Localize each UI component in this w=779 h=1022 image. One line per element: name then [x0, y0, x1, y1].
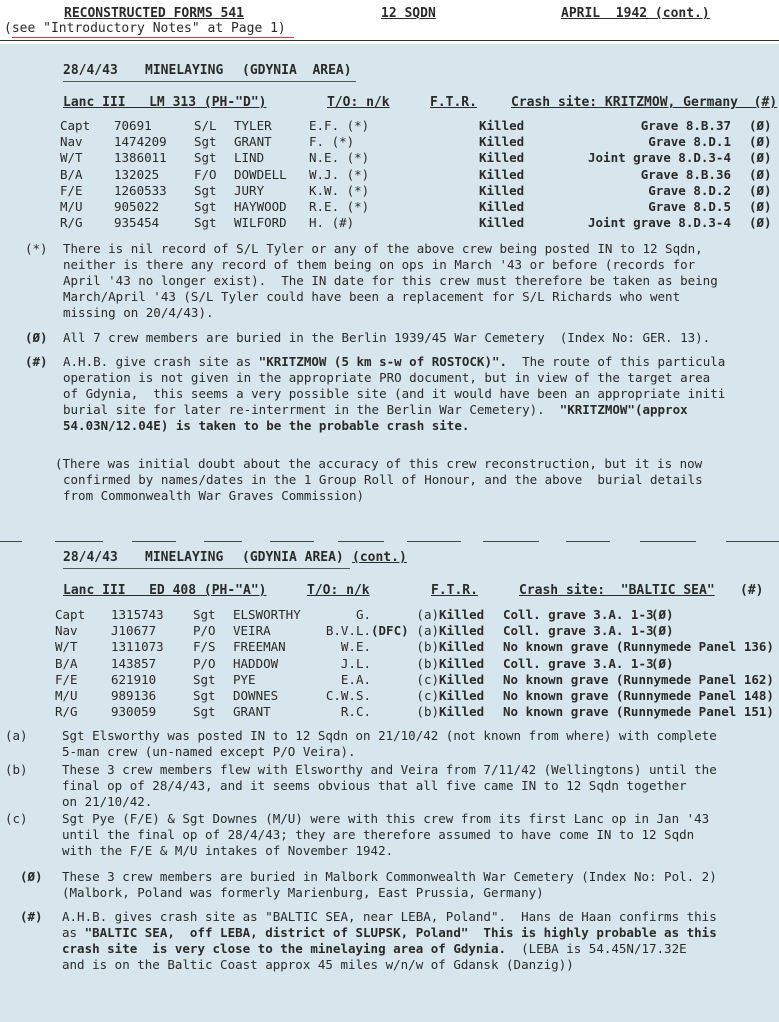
crew-award — [371, 639, 411, 655]
crew-grave: No known grave (Runnymede Panel 151) — [503, 704, 774, 720]
crew-fate: Killed — [439, 607, 485, 622]
crew-mark: (Ø) — [651, 607, 674, 622]
crew-name: DOWDELL — [234, 166, 287, 182]
crew-name: HADDOW — [233, 655, 279, 671]
note-line: April '43 no longer exist). The IN date for this crew must therefore be taken as being — [63, 273, 718, 288]
note-bold: "BALTIC SEA, off LEBA, district of SLUPSK, Poland" This is highly probable as this — [84, 925, 717, 940]
crew-rank: Sgt — [193, 607, 216, 622]
crew-note: (a) — [416, 607, 439, 622]
footnote-line: (There was initial doubt about the accuracy of this crew reconstruction, but it is now — [55, 456, 703, 471]
crew-table-2 — [55, 607, 779, 720]
crew-row — [55, 623, 779, 639]
note-marker: (c) — [5, 811, 28, 826]
crew-name: FREEMAN — [233, 639, 286, 655]
crew-row — [60, 150, 772, 166]
crew-rank: Sgt — [193, 687, 216, 703]
crew-mark: (Ø) — [749, 182, 772, 198]
crew-grave: Coll. grave 3.A. 1-3 — [503, 607, 654, 622]
crew-name: ELSWORTHY — [233, 607, 301, 622]
crew-name: GRANT — [234, 134, 272, 150]
crew-grave: Coll. grave 3.A. 1-3 — [503, 623, 654, 639]
crew-initials: N.E. (*) — [309, 150, 370, 166]
op-area: (GDYNIA AREA) — [242, 550, 344, 565]
note-line — [63, 354, 725, 370]
crew-initials: R.C. — [340, 704, 371, 720]
crew-number: J10677 — [111, 623, 157, 639]
crew-initials: K.W. (*) — [309, 182, 370, 198]
crew-initials: B.V.L. — [325, 623, 371, 639]
crew-number: 143857 — [111, 655, 157, 671]
crew-name: GRANT — [233, 704, 271, 720]
crash-site-label: Crash site: "BALTIC SEA" — [519, 583, 715, 598]
crash-site-label: Crash site: KRITZMOW, Germany (#) — [511, 95, 778, 110]
header-rule — [0, 40, 779, 41]
crew-fate: Killed — [439, 671, 485, 687]
note-text: The route of this particula — [507, 354, 726, 369]
note-marker: (Ø) — [20, 869, 43, 884]
note-text: (LEBA is 54.45N/17.32E — [506, 941, 687, 956]
crew-mark: (Ø) — [749, 134, 772, 150]
crew-rank: F/O — [194, 166, 217, 182]
crew-fate: Killed — [479, 182, 525, 198]
note-line — [62, 925, 717, 941]
note-null — [20, 869, 775, 903]
crew-grave — [503, 672, 779, 688]
crew-note: (a) — [416, 623, 439, 639]
note-hash — [20, 909, 779, 977]
note-bold: "KRITZMOW (5 km s-w of ROSTOCK)". — [258, 354, 508, 369]
crew-name: HAYWOOD — [234, 198, 287, 214]
crew-number: 1315743 — [111, 607, 164, 622]
note-hash — [25, 354, 779, 436]
note-text: A.H.B. give crash site as — [63, 354, 259, 369]
crew-initials: E.F. (*) — [309, 118, 370, 133]
op-type: MINELAYING — [145, 63, 224, 78]
crew-initials: F. (*) — [309, 134, 355, 150]
crew-note: (b) — [416, 655, 439, 671]
note-marker: (Ø) — [25, 330, 48, 345]
aircraft-label: Lanc III ED 408 (PH-"A") — [63, 583, 267, 598]
crew-role: Nav — [60, 134, 83, 150]
crew-grave: No known grave (Runnymede Panel 148) — [503, 687, 774, 703]
crew-name: DOWNES — [233, 687, 279, 703]
record-sheet — [0, 44, 779, 1022]
note-line: March/April '43 (S/L Tyler could have been a replacement for S/L Richards who went — [63, 289, 681, 304]
note-line — [62, 941, 687, 957]
op-type: MINELAYING — [145, 550, 224, 565]
crew-note: (c) — [416, 687, 439, 703]
crew-grave: Grave 8.B.36 — [640, 166, 731, 182]
crew-grave: Coll. grave 3.A. 1-3 — [503, 655, 654, 671]
crew-fate: Killed — [479, 134, 525, 150]
crew-role: Capt — [55, 607, 86, 622]
crew-fate: Killed — [439, 623, 485, 639]
crew-grave: Grave 8.B.37 — [640, 118, 731, 133]
crew-mark: (Ø) — [749, 215, 772, 231]
crew-initials: C.W.S. — [325, 687, 371, 703]
crew-mark: (Ø) — [749, 198, 772, 214]
crew-grave — [503, 623, 779, 639]
crew-fate: Killed — [439, 704, 485, 720]
crew-grave: Joint grave 8.D.3-4 — [588, 150, 731, 166]
crew-row — [55, 639, 779, 655]
crew-row — [55, 672, 779, 688]
op-underline — [63, 568, 350, 569]
crew-number: 1260533 — [114, 182, 167, 198]
month-label: APRIL 1942 (cont.) — [561, 6, 710, 21]
crew-grave — [503, 656, 779, 672]
crew-note: (c) — [416, 671, 439, 687]
crew-award — [371, 656, 411, 672]
note-a — [5, 728, 775, 762]
crew-grave: No known grave (Runnymede Panel 162) — [503, 671, 774, 687]
note-marker: (#) — [20, 909, 43, 924]
note-line: operation is not given in the appropriate PRO document, but in view of the target area — [63, 370, 711, 385]
op-cont: (cont.) — [352, 550, 407, 565]
crew-rank: S/L — [194, 118, 217, 133]
note-line: of Gdynia, this seems a very possible site (and it would have been an appropriate initi — [63, 386, 726, 401]
note-line: These 3 crew members flew with Elsworthy and Veira from 7/11/42 (Wellingtons) until the — [62, 762, 717, 777]
crew-grave — [503, 639, 779, 655]
crew-initials: W.J. (*) — [309, 166, 370, 182]
crew-row — [55, 607, 779, 623]
crew-award — [371, 688, 411, 704]
note-line: until the final op of 28/4/43; they are therefore assumed to have come IN to 12 Sqdn — [62, 827, 695, 842]
crew-grave: Grave 8.D.5 — [648, 198, 731, 214]
note-text: burial site for later re-interrment in the Berlin War Cemetery). — [63, 402, 560, 417]
crew-number: 905022 — [114, 198, 160, 214]
crew-role: B/A — [60, 166, 83, 182]
crew-number: 132025 — [114, 166, 160, 182]
note-line: All 7 crew members are buried in the Berlin 1939/45 War Cemetery (Index No: GER. 13). — [63, 330, 711, 345]
pen-underline — [12, 37, 294, 38]
crew-initials: R.E. (*) — [309, 198, 370, 214]
crew-mark: (Ø) — [651, 623, 674, 639]
note-line: Sgt Pye (F/E) & Sgt Downes (M/U) were with this crew from its first Lanc op in Jan '43 — [62, 811, 710, 826]
crew-table-1 — [60, 118, 772, 231]
crew-grave — [503, 607, 779, 623]
note-marker: (a) — [5, 728, 28, 743]
crew-fate: Killed — [479, 150, 525, 166]
crew-grave: Grave 8.D.1 — [648, 134, 731, 150]
crew-rank: Sgt — [193, 671, 216, 687]
reconstruction-footnote — [55, 456, 775, 508]
note-b — [5, 762, 775, 812]
page-header — [0, 0, 779, 44]
crew-note: (b) — [416, 639, 439, 655]
crew-role: Nav — [55, 623, 78, 639]
crew-rank: Sgt — [193, 704, 216, 720]
crew-role: M/U — [60, 198, 83, 214]
note-marker: (#) — [25, 354, 48, 369]
crew-award — [371, 607, 411, 623]
crew-number: 1474209 — [114, 134, 167, 150]
note-null — [25, 330, 775, 350]
crew-award — [371, 704, 411, 720]
crew-initials: W.E. — [340, 639, 371, 655]
crew-initials: H. (#) — [309, 215, 355, 231]
op-area: (GDYNIA AREA) — [242, 63, 352, 78]
crew-row — [60, 183, 772, 199]
ftr-label: F.T.R. — [431, 583, 478, 598]
op-date: 28/4/43 — [63, 550, 118, 565]
note-line: neither is there any record of them being on ops in March '43 or before (records for — [63, 257, 696, 272]
note-line — [63, 402, 688, 418]
crew-fate: Killed — [439, 639, 485, 655]
crew-note: (b) — [416, 704, 439, 720]
crew-row — [60, 199, 772, 215]
note-c — [5, 811, 775, 861]
crew-fate: Killed — [439, 687, 485, 703]
note-asterisk — [25, 241, 775, 327]
footnote-line: confirmed by names/dates in the 1 Group Roll of Honour, and the above burial details — [63, 472, 703, 487]
note-line: final op of 28/4/43, and it seems obvious that all five came IN to 12 Sqdn together — [62, 778, 687, 793]
intro-note: (see "Introductory Notes" at Page 1) — [4, 21, 286, 36]
crew-role: W/T — [60, 150, 83, 166]
crew-rank: P/O — [193, 623, 216, 639]
crew-number: 621910 — [111, 671, 157, 687]
crew-fate: Killed — [439, 655, 485, 671]
takeoff-label: T/O: n/k — [327, 95, 390, 110]
crew-name: LIND — [234, 150, 265, 166]
takeoff-label: T/O: n/k — [307, 583, 370, 598]
note-line: missing on 20/4/43). — [63, 305, 214, 320]
crew-initials: G. — [355, 607, 371, 622]
note-line: A.H.B. gives crash site as "BALTIC SEA, near LEBA, Poland". Hans de Haan confirms this — [62, 909, 717, 924]
crew-role: M/U — [55, 687, 78, 703]
crew-row — [60, 134, 772, 150]
crew-role: R/G — [55, 704, 78, 720]
op-underline — [63, 81, 356, 82]
note-line: 5-man crew (un-named except P/O Veira). — [62, 744, 356, 759]
crew-role: W/T — [55, 639, 78, 655]
note-line: on 21/10/42. — [62, 794, 153, 809]
note-line: These 3 crew members are buried in Malbork Commonwealth War Cemetery (Index No: Pol. 2) — [62, 869, 717, 884]
crew-number: 70691 — [114, 118, 152, 133]
crew-mark: (Ø) — [651, 655, 674, 671]
note-bold: "KRITZMOW"(approx — [559, 402, 688, 417]
crew-initials: E.A. — [340, 671, 371, 687]
crew-mark: (Ø) — [749, 166, 772, 182]
crew-mark: (Ø) — [749, 150, 772, 166]
crew-fate: Killed — [479, 166, 525, 182]
crew-rank: Sgt — [194, 198, 217, 214]
note-line: 54.03N/12.04E) is taken to be the probable crash site. — [63, 418, 470, 433]
crew-name: VEIRA — [233, 623, 271, 639]
crew-row — [55, 656, 779, 672]
aircraft-label: Lanc III LM 313 (PH-"D") — [63, 95, 267, 110]
crew-rank: Sgt — [194, 215, 217, 231]
crew-grave — [503, 704, 779, 720]
forms-title: RECONSTRUCTED FORMS 541 — [64, 6, 245, 21]
crew-fate: Killed — [479, 215, 525, 231]
crew-number: 1386011 — [114, 150, 167, 166]
footnote-line: from Commonwealth War Graves Commission) — [63, 488, 365, 503]
crew-name: JURY — [234, 182, 265, 198]
crew-role: F/E — [55, 671, 78, 687]
ftr-label: F.T.R. — [430, 95, 477, 110]
crew-row — [60, 167, 772, 183]
note-line: Sgt Elsworthy was posted IN to 12 Sqdn on 21/10/42 (not known from where) with complete — [62, 728, 717, 743]
crew-role: B/A — [55, 655, 78, 671]
crew-name: WILFORD — [234, 215, 287, 231]
crew-mark: (Ø) — [749, 118, 772, 133]
crew-role: Capt — [60, 118, 91, 133]
crew-grave: No known grave (Runnymede Panel 136) — [503, 639, 774, 655]
crew-name: PYE — [233, 671, 256, 687]
note-bold: crash site is very close to the minelaying area of Gdynia. — [62, 941, 507, 956]
crash-site-mark: (#) — [740, 583, 764, 598]
crew-role: R/G — [60, 215, 83, 231]
crew-rank: Sgt — [194, 182, 217, 198]
note-marker: (*) — [25, 241, 48, 256]
squadron-label: 12 SQDN — [381, 6, 436, 21]
op-date: 28/4/43 — [63, 63, 118, 78]
crew-number: 1311073 — [111, 639, 164, 655]
crew-row — [60, 118, 772, 134]
note-marker: (b) — [5, 762, 28, 777]
note-line: There is nil record of S/L Tyler or any of the above crew being posted IN to 12 Sqdn, — [63, 241, 703, 256]
crew-initials: J.L. — [340, 655, 371, 671]
crew-row — [60, 215, 772, 231]
crew-row — [55, 688, 779, 704]
crew-rank: Sgt — [194, 134, 217, 150]
crew-rank: Sgt — [194, 150, 217, 166]
crew-rank: P/O — [193, 655, 216, 671]
crew-number: 930059 — [111, 704, 157, 720]
crew-award: (DFC) — [371, 623, 409, 639]
crew-number: 989136 — [111, 687, 157, 703]
crew-grave: Joint grave 8.D.3-4 — [588, 215, 731, 231]
crew-fate: Killed — [479, 118, 525, 133]
crew-rank: F/S — [193, 639, 216, 655]
crew-row — [55, 704, 779, 720]
note-line: and is on the Baltic Coast approx 45 miles w/n/w of Gdansk (Danzig)) — [62, 957, 574, 972]
note-line: (Malbork, Poland was formerly Marienburg, East Prussia, Germany) — [62, 885, 544, 900]
crew-grave — [503, 688, 779, 704]
crew-award — [371, 672, 411, 688]
crew-number: 935454 — [114, 215, 160, 231]
note-line: with the F/E & M/U intakes of November 1942. — [62, 843, 394, 858]
crew-grave: Grave 8.D.2 — [648, 182, 731, 198]
crew-fate: Killed — [479, 198, 525, 214]
note-text: as — [62, 925, 85, 940]
crew-role: F/E — [60, 182, 83, 198]
crew-name: TYLER — [234, 118, 272, 133]
